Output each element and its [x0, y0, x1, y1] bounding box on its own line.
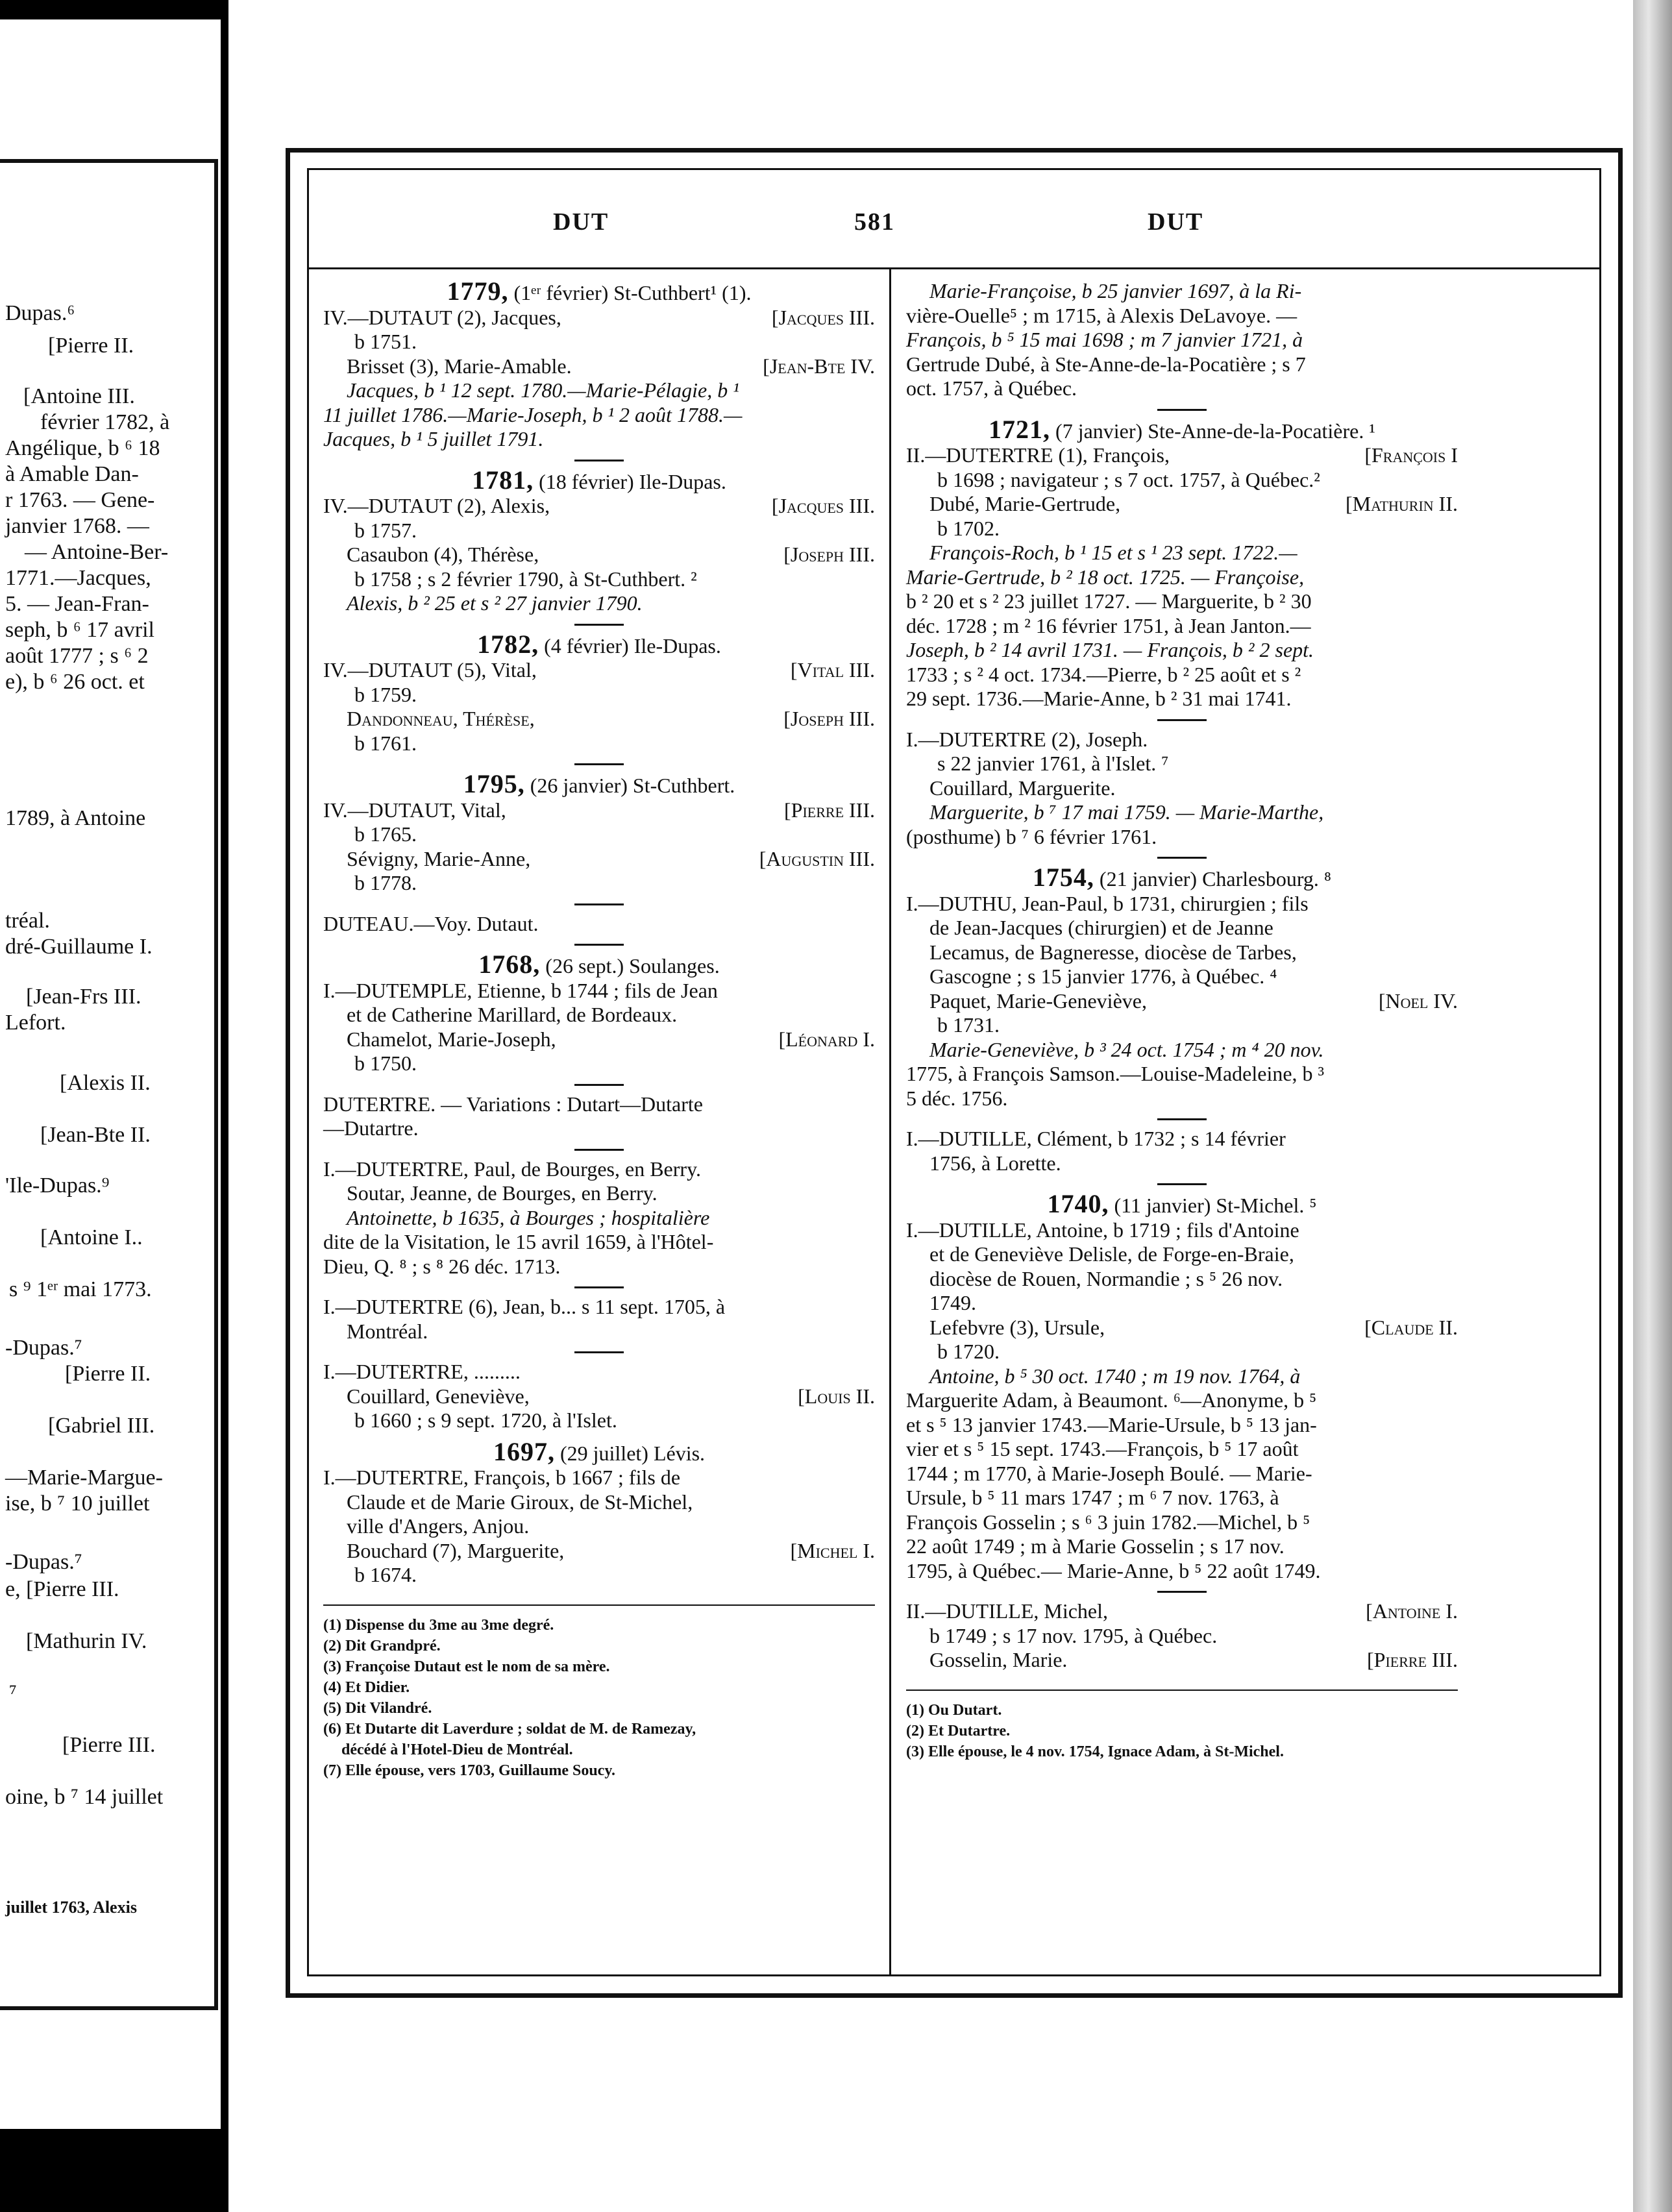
entry-line	[906, 443, 1458, 468]
header-left-word: DUT	[553, 208, 609, 236]
right-column	[906, 279, 1458, 1762]
parent-ref: [Jean-Bte IV.	[763, 354, 875, 378]
entry-line: I.—DUTERTRE, Paul, de Bourges, en Berry.	[323, 1157, 701, 1181]
person: IV.—DUTAUT (5), Vital,	[323, 658, 537, 682]
entry-1740	[906, 1189, 1458, 1583]
year: 1779,	[447, 276, 509, 306]
fragment: tréal.	[5, 909, 50, 933]
footnote-rule	[323, 1604, 875, 1606]
fragment: 5. — Jean-Fran-	[5, 592, 149, 616]
entry-line: Claude et de Marie Giroux, de St-Michel,	[347, 1490, 693, 1514]
entry-1754	[906, 865, 1458, 1111]
entry-line	[323, 1027, 875, 1052]
parent-ref: [Joseph III.	[783, 543, 875, 566]
entry-line: dite de la Visitation, le 15 avril 1659, à l'Hôtel-	[323, 1230, 714, 1253]
parent-ref: [Augustin III.	[759, 846, 875, 870]
entry-line: I.—DUTERTRE, François, b 1667 ; fils de	[323, 1466, 681, 1489]
separator	[574, 460, 624, 461]
entry-heading	[323, 629, 875, 659]
fragment: 'Ile-Dupas.⁹	[5, 1174, 110, 1198]
separator	[574, 1286, 624, 1288]
fragment: e), b ⁶ 26 oct. et	[5, 670, 145, 694]
entry-line: b 1761.	[354, 731, 417, 755]
entry-line: Soutar, Jeanne, de Bourges, en Berry.	[347, 1181, 658, 1205]
fragment: [Antoine III.	[23, 384, 135, 408]
entry-line: 29 sept. 1736.—Marie-Anne, b ² 31 mai 1741.	[906, 687, 1292, 710]
previous-page-edge	[0, 19, 221, 2129]
parent-ref: [François I	[1364, 443, 1458, 467]
entry-line: b 1765.	[354, 822, 417, 846]
fragment: -Dupas.⁷	[5, 1550, 82, 1574]
entry-heading	[906, 1189, 1458, 1218]
fragment: seph, b ⁶ 17 avril	[5, 618, 154, 642]
entry-line: oct. 1757, à Québec.	[906, 376, 1077, 400]
entry-line: I.—DUTILLE, Clément, b 1732 ; s 14 février	[906, 1127, 1286, 1150]
fragment: dré-Guillaume I.	[5, 935, 153, 959]
entry-line: François-Roch, b ¹ 15 et s ¹ 23 sept. 1722.—	[929, 541, 1297, 564]
entry-line: Montréal.	[347, 1319, 428, 1343]
entry-line: b 1751.	[354, 330, 417, 353]
entry-line	[906, 1648, 1458, 1673]
footnote: décédé à l'Hotel-Dieu de Montréal.	[341, 1741, 573, 1758]
entry-heading	[906, 865, 1458, 892]
entry-heading	[323, 769, 875, 798]
entry-line: Alexis, b ² 25 et s ² 27 janvier 1790.	[347, 591, 643, 615]
fragment: [Jean-Frs III.	[26, 985, 141, 1009]
entry-line: I.—DUTERTRE, .........	[323, 1360, 521, 1383]
entry-line: vière-Ouelle⁵ ; m 1715, à Alexis DeLavoye. —	[906, 303, 1297, 327]
entry-line: (posthume) b ⁷ 6 février 1761.	[906, 824, 1157, 848]
separator	[1157, 409, 1207, 411]
entry-line	[323, 1384, 875, 1409]
spouse: Bouchard (7), Marguerite,	[347, 1538, 565, 1562]
entry-line: b 1758 ; s 2 février 1790, à St-Cuthbert. ²	[354, 567, 697, 591]
date-place: (1ᵉʳ février) St-Cuthbert¹ (1).	[513, 281, 752, 304]
entry-dutille-michel	[906, 1599, 1458, 1673]
fragment: -Dupas.⁷	[5, 1336, 82, 1360]
fragment: —Marie-Margue-	[5, 1466, 163, 1490]
entry-1697	[323, 1436, 875, 1588]
fragment: [Pierre II.	[65, 1362, 151, 1386]
fragment: ⁷	[9, 1681, 17, 1705]
entry-line: Gertrude Dubé, à Ste-Anne-de-la-Pocatière ; s 7	[906, 352, 1306, 376]
parent-ref: [Joseph III.	[783, 707, 875, 730]
entry-line: Gascogne ; s 15 janvier 1776, à Québec. ⁴	[929, 965, 1277, 988]
entry-line: 1756, à Lorette.	[929, 1151, 1061, 1175]
footnote: (7) Elle épouse, vers 1703, Guillaume Soucy.	[323, 1762, 615, 1779]
date-place: (26 janvier) St-Cuthbert.	[530, 774, 735, 797]
person: II.—DUTILLE, Michel,	[906, 1599, 1109, 1623]
separator	[1157, 1591, 1207, 1593]
person: IV.—DUTAUT (2), Jacques,	[323, 305, 561, 329]
previous-page-frame	[0, 159, 218, 2010]
spouse: Lefebvre (3), Ursule,	[929, 1315, 1105, 1339]
date-place: (18 février) Ile-Dupas.	[539, 469, 726, 493]
entry-line: s 22 janvier 1761, à l'Islet. ⁷	[937, 752, 1169, 775]
entry-line: Marguerite, b ⁷ 17 mai 1759. — Marie-Marthe,	[929, 800, 1324, 824]
parent-ref: [Léonard I.	[778, 1027, 875, 1051]
entry-line: b 1757.	[354, 518, 417, 542]
entry-line: b 1702.	[937, 516, 1000, 540]
entry-line: I.—DUTERTRE (2), Joseph.	[906, 727, 1148, 751]
left-column	[323, 276, 875, 1781]
year: 1781,	[472, 465, 534, 495]
footnote: (4) Et Didier.	[323, 1678, 410, 1696]
entry-line: 1775, à François Samson.—Louise-Madeleine, b ³	[906, 1062, 1325, 1085]
page-inner-frame	[307, 168, 1601, 1976]
year: 1740,	[1047, 1189, 1109, 1218]
fragment: [Alexis II.	[60, 1071, 151, 1095]
parent-ref: [Vital III.	[790, 658, 875, 682]
footnote: (2) Dit Grandpré.	[323, 1637, 441, 1654]
entry-line: b ² 20 et s ² 23 juillet 1727. — Marguerite, b ² 30	[906, 589, 1312, 613]
entry-line: 1795, à Québec.— Marie-Anne, b ⁵ 22 août 1749.	[906, 1558, 1321, 1582]
entry-line: vier et s ⁵ 15 sept. 1743.—François, b ⁵ 17 août	[906, 1437, 1299, 1460]
header-right-word: DUT	[1148, 208, 1204, 236]
date-place: (29 juillet) Lévis.	[559, 1441, 706, 1465]
entry-line: b 1778.	[354, 871, 417, 894]
year: 1721,	[989, 414, 1051, 444]
spouse: Brisset (3), Marie-Amable.	[347, 354, 572, 378]
entry-line: 1744 ; m 1770, à Marie-Joseph Boulé. — Marie-	[906, 1461, 1312, 1485]
entry-line: ville d'Angers, Anjou.	[347, 1514, 530, 1538]
entry-line	[323, 798, 875, 823]
entry-line	[323, 658, 875, 683]
fragment: — Antoine-Ber-	[25, 540, 169, 564]
entry-line: Joseph, b ² 14 avril 1731. — François, b ² 2 sept.	[906, 638, 1314, 661]
fragment: Dupas.⁶	[5, 301, 75, 325]
entry-heading	[323, 465, 875, 495]
footnote: (1) Ou Dutart.	[906, 1701, 1002, 1719]
entry-line: b 1720.	[937, 1340, 1000, 1363]
entry-line	[323, 707, 875, 731]
entry-line: b 1749 ; s 17 nov. 1795, à Québec.	[929, 1623, 1218, 1647]
entry-continuation	[906, 279, 1458, 401]
entry-line: Marie-Françoise, b 25 janvier 1697, à la Ri-	[929, 279, 1302, 302]
entry-line: Couillard, Marguerite.	[929, 776, 1116, 800]
spouse: Dandonneau, Thérèse,	[347, 707, 535, 730]
entry-line: b 1759.	[354, 682, 417, 706]
separator	[574, 1149, 624, 1151]
parent-ref: [Jacques III.	[771, 494, 875, 517]
entry-line: 11 juillet 1786.—Marie-Joseph, b ¹ 2 août 1788.—	[323, 402, 743, 426]
page-number: 581	[854, 208, 895, 236]
fragment: oine, b ⁷ 14 juillet	[5, 1785, 164, 1809]
entry-line: 1733 ; s ² 4 oct. 1734.—Pierre, b ² 25 août et s ²	[906, 662, 1301, 686]
entry-line	[323, 354, 875, 379]
entry-dutertre-paul	[323, 1157, 875, 1279]
fragment: février 1782, à	[40, 410, 170, 434]
person: IV.—DUTAUT (2), Alexis,	[323, 494, 550, 517]
spouse: Paquet, Marie-Geneviève,	[929, 989, 1147, 1013]
spouse: Chamelot, Marie-Joseph,	[347, 1027, 556, 1051]
separator	[574, 903, 624, 905]
spouse: Gosselin, Marie.	[929, 1648, 1068, 1671]
page-frame	[286, 148, 1623, 1998]
separator	[574, 763, 624, 765]
header-rule	[309, 267, 1599, 269]
entry-dutertre-variations	[323, 1092, 875, 1141]
person: II.—DUTERTRE (1), François,	[906, 443, 1170, 467]
entry-1721	[906, 414, 1458, 711]
entry-line	[323, 494, 875, 519]
entry-line: I.—DUTEMPLE, Etienne, b 1744 ; fils de Jean	[323, 978, 718, 1002]
entry-line: b 1750.	[354, 1051, 417, 1075]
fragment: janvier 1768. —	[5, 514, 149, 538]
entry-line: François, b ⁵ 15 mai 1698 ; m 7 janvier 1721, à	[906, 328, 1303, 351]
fragment: [Jean-Bte II.	[40, 1123, 151, 1147]
footnote: (5) Dit Vilandré.	[323, 1699, 432, 1717]
date-place: (4 février) Ile-Dupas.	[544, 633, 721, 657]
page-stack-edge	[1633, 0, 1672, 2212]
entry-1768	[323, 952, 875, 1076]
entry-1782	[323, 629, 875, 756]
separator	[574, 624, 624, 626]
spouse: Sévigny, Marie-Anne,	[347, 846, 531, 870]
fragment: à Amable Dan-	[5, 462, 139, 486]
parent-ref: [Claude II.	[1364, 1315, 1458, 1339]
separator	[574, 1351, 624, 1353]
entry-line: 5 déc. 1756.	[906, 1086, 1008, 1110]
entry-duteau	[323, 912, 875, 937]
person: IV.—DUTAUT, Vital,	[323, 798, 506, 822]
entry-line	[906, 1316, 1458, 1340]
date-place: (21 janvier) Charlesbourg. ⁸	[1099, 867, 1332, 891]
fragment: r 1763. — Gene-	[5, 488, 155, 512]
spouse: Dubé, Marie-Gertrude,	[929, 492, 1121, 515]
entry-heading	[323, 1436, 875, 1466]
year: 1795,	[463, 769, 525, 798]
entry-line: et de Catherine Marillard, de Bordeaux.	[347, 1003, 678, 1026]
fragment: [Gabriel III.	[48, 1414, 155, 1438]
entry-line: Antoine, b ⁵ 30 oct. 1740 ; m 19 nov. 1764, à	[929, 1364, 1301, 1388]
footnote: (3) Françoise Dutaut est le nom de sa mère.	[323, 1658, 610, 1675]
date-place: (7 janvier) Ste-Anne-de-la-Pocatière. ¹	[1055, 419, 1375, 443]
parent-ref: [Antoine I.	[1366, 1599, 1458, 1623]
separator	[1157, 1183, 1207, 1185]
entry-line: DUTERTRE. — Variations : Dutart—Dutarte	[323, 1092, 703, 1116]
separator	[574, 944, 624, 946]
fragment: Angélique, b ⁶ 18	[5, 436, 160, 460]
entry-line: b 1698 ; navigateur ; s 7 oct. 1757, à Québec.²	[937, 467, 1320, 491]
fragment: 1771.—Jacques,	[5, 566, 151, 590]
footnote: (2) Et Dutartre.	[906, 1722, 1011, 1739]
footnote: (3) Elle épouse, le 4 nov. 1754, Ignace Adam, à St-Michel.	[906, 1743, 1284, 1760]
entry-line: I.—DUTERTRE (6), Jean, b... s 11 sept. 1705, à	[323, 1295, 726, 1318]
entry-line: b 1731.	[937, 1013, 1000, 1037]
entry-line: Dieu, Q. ⁸ ; s ⁸ 26 déc. 1713.	[323, 1254, 561, 1278]
entry-line: et de Geneviève Delisle, de Forge-en-Braie,	[929, 1242, 1294, 1266]
entry-line: Jacques, b ¹ 12 sept. 1780.—Marie-Pélagie, b ¹	[347, 378, 739, 402]
parent-ref: [Louis II.	[798, 1384, 875, 1408]
entry-line: Ursule, b ⁵ 11 mars 1747 ; m ⁶ 7 nov. 1763, à	[906, 1486, 1279, 1509]
entry-heading	[906, 414, 1458, 444]
entry-line	[323, 306, 875, 330]
entry-line: b 1674.	[354, 1563, 417, 1586]
fragment: 1789, à Antoine	[5, 806, 146, 830]
fragment: s ⁹ 1ᵉʳ mai 1773.	[9, 1277, 152, 1301]
entry-line: Marie-Geneviève, b ³ 24 oct. 1754 ; m ⁴ 20 nov.	[929, 1037, 1324, 1061]
entry-heading	[323, 952, 875, 979]
entry-line: I.—DUTHU, Jean-Paul, b 1731, chirurgien ; fils	[906, 891, 1309, 915]
entry-line	[323, 847, 875, 872]
year: 1697,	[493, 1436, 555, 1466]
year: 1782,	[477, 629, 539, 659]
parent-ref: [Pierre III.	[1367, 1648, 1458, 1671]
fragment: [Mathurin IV.	[26, 1629, 147, 1653]
separator	[1157, 719, 1207, 721]
fragment: juillet 1763, Alexis	[5, 1898, 137, 1917]
date-place: (11 janvier) St-Michel. ⁵	[1114, 1194, 1317, 1217]
fragment: [Pierre II.	[48, 334, 134, 358]
fragment: Lefort.	[5, 1011, 66, 1035]
parent-ref: [Noel IV.	[1378, 989, 1458, 1013]
parent-ref: [Pierre III.	[784, 798, 875, 822]
fragment: ise, b ⁷ 10 juillet	[5, 1492, 150, 1516]
fragment: e, [Pierre III.	[5, 1577, 119, 1601]
parent-ref: [Michel I.	[790, 1538, 875, 1562]
entry-line: —Dutartre.	[323, 1116, 419, 1140]
fragment: [Antoine I..	[40, 1225, 143, 1249]
entry-line: 22 août 1749 ; m à Marie Gosselin ; s 17 nov.	[906, 1534, 1285, 1558]
fragment: août 1777 ; s ⁶ 2	[5, 644, 149, 668]
entry-dutille-clement	[906, 1127, 1458, 1175]
entry-line: de Jean-Jacques (chirurgien) et de Jeanne	[929, 916, 1273, 939]
entry-line: diocèse de Rouen, Normandie ; s ⁵ 26 nov.	[929, 1266, 1283, 1290]
entry-line: et s ⁵ 13 janvier 1743.—Marie-Ursule, b ⁵ 13 jan-	[906, 1412, 1317, 1436]
spouse: Couillard, Geneviève,	[347, 1384, 530, 1408]
date-place: (26 sept.) Soulanges.	[545, 954, 720, 977]
footnote: (6) Et Dutarte dit Laverdure ; soldat de M. de Ramezay,	[323, 1720, 696, 1738]
entry-line	[906, 492, 1458, 517]
footnote-rule	[906, 1690, 1458, 1691]
entry-line: Marie-Gertrude, b ² 18 oct. 1725. — Françoise,	[906, 565, 1305, 589]
entry-line: Lecamus, de Bagneresse, diocèse de Tarbes,	[929, 940, 1297, 964]
parent-ref: [Jacques III.	[771, 305, 875, 329]
separator	[1157, 857, 1207, 859]
entry-line	[906, 989, 1458, 1014]
entry-line: Antoinette, b 1635, à Bourges ; hospitalière	[347, 1205, 710, 1229]
column-divider	[889, 267, 891, 1974]
entry-line	[323, 1539, 875, 1564]
separator	[1157, 1118, 1207, 1120]
entry-1779	[323, 276, 875, 452]
entry-dutertre-unknown	[323, 1360, 875, 1433]
entry-line: Marguerite Adam, à Beaumont. ⁶—Anonyme, b ⁵	[906, 1388, 1317, 1412]
entry-dutertre-jean	[323, 1295, 875, 1344]
entry-line: I.—DUTILLE, Antoine, b 1719 ; fils d'Antoine	[906, 1218, 1299, 1242]
fragment: [Pierre III.	[62, 1733, 156, 1757]
parent-ref: [Mathurin II.	[1346, 492, 1458, 515]
separator	[574, 1084, 624, 1086]
year: 1754,	[1032, 863, 1094, 892]
footnote: (1) Dispense du 3me au 3me degré.	[323, 1616, 554, 1634]
cross-reference: DUTEAU.—Voy. Dutaut.	[323, 911, 539, 935]
entry-line: François Gosselin ; s ⁶ 3 juin 1782.—Michel, b ⁵	[906, 1510, 1310, 1534]
spouse: Casaubon (4), Thérèse,	[347, 543, 539, 566]
entry-dutertre-joseph	[906, 728, 1458, 850]
entry-heading	[323, 276, 875, 306]
entry-1795	[323, 769, 875, 896]
year: 1768,	[478, 950, 541, 979]
entry-line	[906, 1599, 1458, 1624]
running-header	[309, 208, 1599, 247]
entry-line: b 1660 ; s 9 sept. 1720, à l'Islet.	[354, 1408, 617, 1432]
entry-line	[323, 543, 875, 567]
entry-line: déc. 1728 ; m ² 16 février 1751, à Jean Janton.—	[906, 613, 1311, 637]
entry-1781	[323, 465, 875, 616]
entry-line: 1749.	[929, 1291, 976, 1314]
entry-line: Jacques, b ¹ 5 juillet 1791.	[323, 427, 544, 450]
